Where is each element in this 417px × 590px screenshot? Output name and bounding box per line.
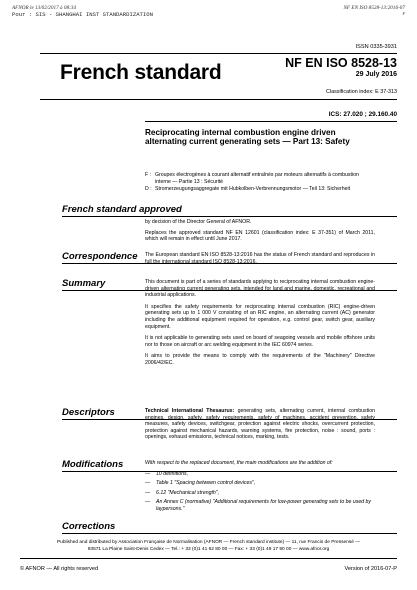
standard-number: NF EN ISO 8528-13 [285,56,397,70]
correspondence-text: The European standard EN ISO 8528-13:2016 has the status of French standard and reproduces in full the international standard ISO 8528-13:2016. [145,252,375,265]
dash-bullet: — [145,489,151,496]
document-reference: NF EN ISO 8528-13:2016-07 [343,5,405,11]
summary-body [145,279,375,367]
dash-bullet: — [145,470,151,477]
section-descriptors-title: Descriptors [62,407,115,418]
dash-bullet: — [145,499,151,506]
document-title: Reciprocating internal combustion engine driven alternating current generating sets — Part 13: Safety [145,128,350,147]
summary-paragraph: It is not applicable to generating sets used on board of seagoing vessels and mobile offshore units nor to those on aircraft or arc welding equipment in the IEC 60974 series. [145,335,375,348]
section-correspondence-title: Correspondence [62,251,138,262]
list-item-text: Table 1 "Spacing between control devices", [156,480,256,487]
ics-codes: ICS: 27.020 ; 29.160.40 [328,111,397,118]
summary-paragraph: It specifies the safety requirements for reciprocating internal combustion (RIC) engine-driven generating sets up to 1 000 V consisting of an RIC engine, an alternating current (AC) generator including the additional equipment required for operation, e.g. control gear, switch gear, auxiliary equipment. [145,303,375,330]
summary-paragraph: This document is part of a series of standards applying to reciprocating internal combustion engine-driven alternating current generating sets, intended for land and marine, domestic, recreational and industrial applications. [145,279,375,299]
corrections-rule [62,533,397,534]
publisher-line: 93571 La Plaine Saint-Denis Cedex — Tel.: + 33 (0)1 41 62 80 00 — Fax: + 33 (0)1 49 17 90 00 — www.afnor.org [87,546,330,552]
modifications-intro: With respect to the replaced document, the main modifications are the addition of: [145,460,333,466]
section-modifications-title: Modifications [62,459,124,470]
approved-replaces: Replaces the approved standard NF EN 12601 (classification index: E 37-351) of March 2011, which will remain in effect until June 2017. [145,229,375,243]
section-corrections-title: Corrections [62,521,116,532]
list-item [145,490,375,497]
top-rule [40,53,397,54]
publisher-info [20,540,397,553]
page-title: French standard [60,61,222,84]
ics-rule [145,121,397,122]
approved-decision: by decision of the Director General of AFNOR. [145,219,252,225]
translation-text: Groupes électrogènes à courant alternatif entraînés par moteurs alternatifs à combustion interne — Partie 13 : Sécurité [155,172,359,185]
section-summary-title: Summary [62,278,106,289]
list-item [145,480,375,487]
descriptors-terms: generating sets, alternating current, internal combustion engines, design, safety, safety requirements, safety of machines, accident prevention, safety measures, safety devices, switchgear, protection against electric shocks, overcurrent protection, protection against mechanical hazards, warning systems, fire protection, noise : sound, ports : openings, exhaust emissions, technical notices, marking, tests. [145,408,375,441]
approved-body [145,219,375,243]
descriptors-text [145,408,375,441]
language-code: D : [145,186,152,193]
print-stamp: AFNOR le 13/02/2017 à 08:34 [12,5,76,11]
licensee-line: Pour : SIS - SHANGHAI INST STANDARDIZATION [12,11,153,18]
list-item [145,499,375,512]
issn: ISSN 0335-3931 [355,44,397,50]
descriptors-label: Technical International Thesaurus: [145,408,235,414]
copyright: © AFNOR — All rights reserved [20,566,99,572]
footer-rule [20,558,397,559]
approved-rule [62,216,397,217]
list-item-text: 6.12 "Mechanical strength", [156,489,220,496]
classification-index: Classification index: E 37-313 [325,89,397,95]
translated-titles [145,172,375,193]
version: Version of 2016-07-P [344,566,397,572]
section-approved-title: French standard approved [62,204,182,215]
list-item-text: An Annex C (normative) "Additional requirements for low-power generating sets to be used by laypersons." [156,499,372,512]
translation-text: Stromerzeugungsaggregate mit Hubkolben-Verbrennungsmotor — Teil 13: Sicherheit [155,186,351,193]
summary-paragraph: It aims to provide the means to comply with the requirements of the "Machinery" Directive 2006/42/EC. [145,353,375,366]
title-rule [40,99,397,100]
document-mark: F [402,11,405,16]
translation-german [145,186,375,193]
publication-date: 29 July 2016 [355,71,397,78]
modifications-body [145,460,375,516]
translation-french [145,172,375,185]
publisher-line: Published and distributed by Association Française de Normalisation (AFNOR — French standard institute) — 11, rue Francis de Pressensé — [56,540,361,545]
modifications-list [145,471,375,513]
dash-bullet: — [145,480,151,487]
list-item [145,471,375,478]
list-item-text: 10 definitions, [156,470,189,477]
language-code: F : [145,172,152,178]
